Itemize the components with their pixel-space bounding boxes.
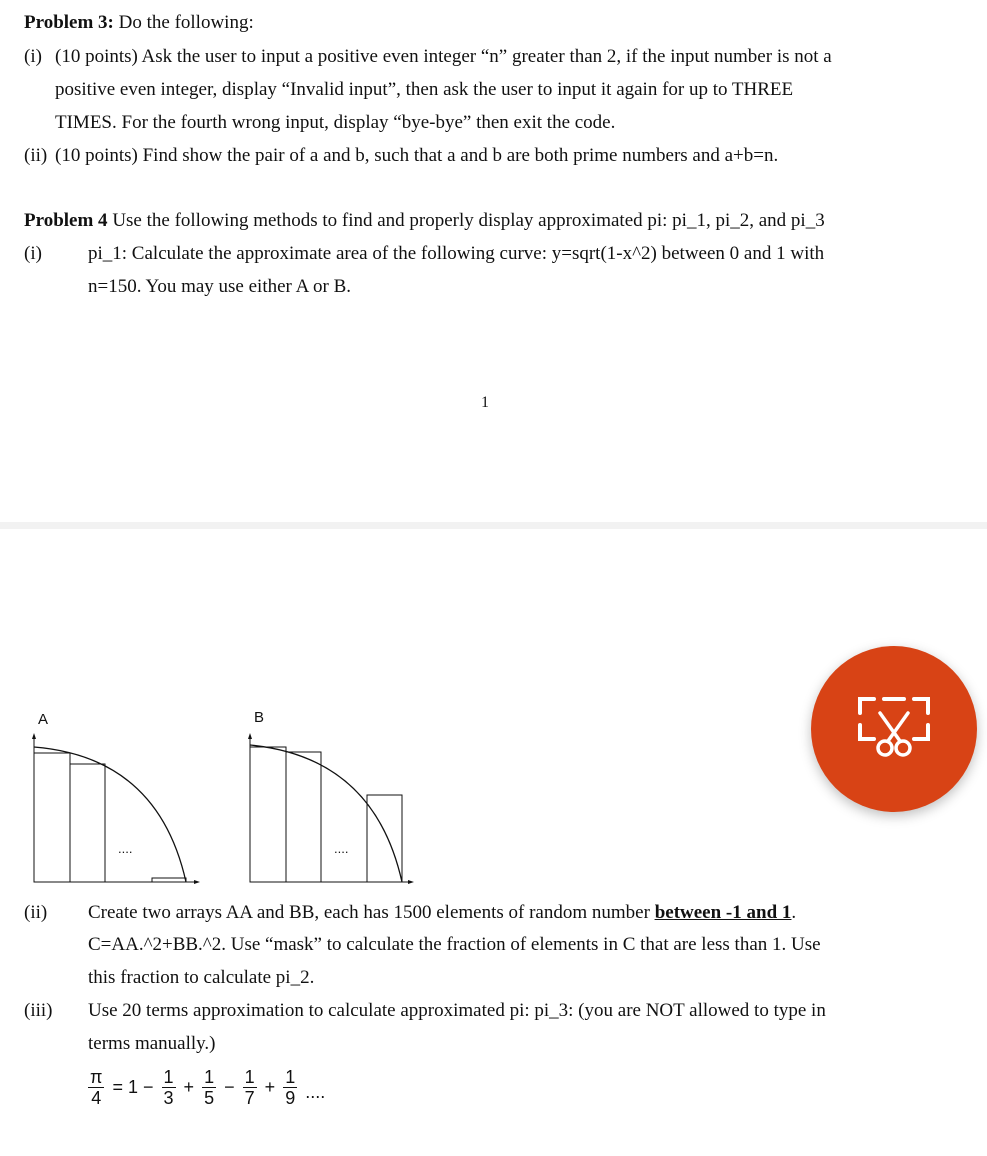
problem3-ii-line1: (10 points) Find show the pair of a and b, such that a and b are both prime numbers and a+b=n. [55, 145, 779, 166]
problem3-i-line3: TIMES. For the fourth wrong input, display “bye-bye” then exit the code. [55, 112, 616, 133]
figure-a [28, 705, 208, 890]
problem4-heading: Problem 4 Use the following methods to find and properly display approximated pi: pi_1, pi_2, and pi_3 [24, 210, 825, 231]
screenshot-scissors-icon [854, 691, 934, 767]
figure-b [244, 705, 424, 890]
formula-tail: .... [305, 1082, 326, 1103]
problem4-ii-line2: C=AA.^2+BB.^2. Use “mask” to calculate the fraction of elements in C that are less than 1. Use [88, 934, 821, 955]
problem3-ii-marker: (ii) [24, 145, 48, 166]
frac-1-5: $\frac{1}{5}$ [204, 1067, 215, 1108]
frac-1-9: $\frac{1}{9}$ [285, 1067, 296, 1108]
problem4-i-line1: pi_1: Calculate the approximate area of the following curve: y=sqrt(1-x^2) between 0 and 1 with [88, 243, 825, 264]
problem4-ii-line3: this fraction to calculate pi_2. [88, 967, 315, 988]
leibniz-formula: $\frac{\pi}{4}$ = 1 − $\frac{1}{3}$ + $\frac{1}{5}$ − $\frac{1}{7}$ + $\frac{1}{9}$ .... [88, 1067, 328, 1108]
problem3-i-line2: positive even integer, display “Invalid input”, then ask the user to input it again for up to THREE [55, 79, 794, 100]
screenshot-snip-button[interactable] [811, 646, 977, 812]
figure-b-label: B [254, 709, 265, 726]
frac-pi-over-4: $\frac{\pi}{4}$ [90, 1067, 103, 1108]
problem4-i-line2: n=150. You may use either A or B. [88, 276, 351, 297]
problem4-ii-line1: Create two arrays AA and BB, each has 1500 elements of random number between -1 and 1. [88, 902, 797, 923]
figure-a-label: A [38, 711, 49, 728]
problem3-heading: Problem 3: Do the following: [24, 12, 254, 33]
problem3-i-marker: (i) [24, 46, 42, 67]
figure-b-dots: .... [334, 841, 349, 856]
page-separator [0, 522, 987, 529]
problem4-iii-line1: Use 20 terms approximation to calculate approximated pi: pi_3: (you are NOT allowed to type in [88, 1000, 826, 1021]
problem4-iii-line2: terms manually.) [88, 1033, 216, 1054]
frac-1-3: $\frac{1}{3}$ [163, 1067, 174, 1108]
problem4-iii-marker: (iii) [24, 1000, 53, 1021]
problem3-i-line1: (10 points) Ask the user to input a positive even integer “n” greater than 2, if the input number is not a [55, 46, 832, 67]
figure-a-dots: .... [118, 841, 133, 856]
frac-1-7: $\frac{1}{7}$ [244, 1067, 255, 1108]
formula-eq-one: = 1 − [112, 1077, 154, 1097]
problem4-i-marker: (i) [24, 243, 42, 264]
page-number: 1 [481, 394, 489, 411]
problem4-ii-marker: (ii) [24, 902, 48, 923]
